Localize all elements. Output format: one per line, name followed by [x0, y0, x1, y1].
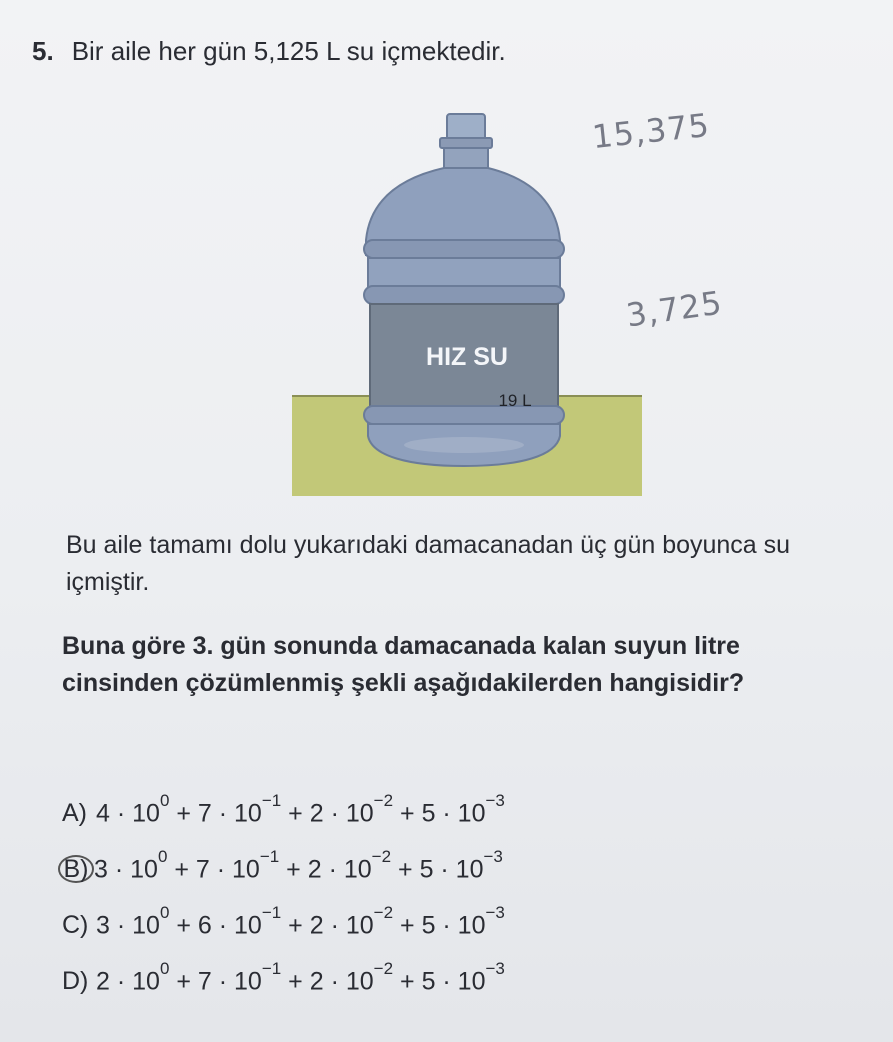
term-exponent: −2 [371, 847, 392, 867]
option-b[interactable] [62, 841, 505, 897]
term-exponent: 0 [159, 959, 170, 979]
term-exponent: 0 [157, 847, 168, 867]
jug-icon [364, 114, 564, 466]
term-coefficient: 7 [197, 799, 212, 828]
term-coefficient: 2 [309, 799, 324, 828]
term-exponent: −1 [261, 791, 282, 811]
term-exponent: −3 [485, 959, 505, 979]
question-number: 5. [32, 36, 54, 66]
option-a[interactable] [62, 785, 505, 841]
term-exponent: −3 [485, 791, 505, 811]
option-label: C) [62, 910, 89, 939]
term-coefficient: 6 [197, 911, 212, 940]
term-coefficient: 7 [197, 967, 212, 996]
term-exponent: −2 [373, 791, 394, 811]
term-coefficient: 3 [96, 911, 110, 940]
term-coefficient: 5 [421, 911, 436, 940]
jug-brand-label: HIZ SU [426, 343, 508, 371]
term-exponent: 0 [159, 903, 170, 923]
term-exponent: −2 [373, 959, 394, 979]
option-expression: $2 \cdot 10^0 + 7 \cdot 10^{-1} + 2 \cdot 10^{-2} + 5 \cdot 10^{-3}$ [96, 959, 505, 996]
question-header [32, 36, 506, 67]
term-coefficient: 3 [94, 855, 108, 884]
term-coefficient: 2 [309, 967, 324, 996]
option-c[interactable] [62, 897, 505, 953]
option-label: B) [58, 855, 94, 883]
handwritten-note-1: 15,375 [590, 105, 712, 157]
handwritten-note-2: 3,725 [623, 283, 725, 335]
term-coefficient: 4 [96, 799, 110, 828]
term-exponent: −3 [483, 847, 503, 867]
jug-volume-label: 19 L [498, 391, 532, 410]
term-coefficient: 5 [419, 855, 434, 884]
term-coefficient: 5 [421, 967, 436, 996]
term-exponent: −1 [261, 959, 282, 979]
term-exponent: 0 [159, 791, 170, 811]
term-exponent: −1 [259, 847, 280, 867]
term-exponent: −3 [485, 903, 505, 923]
question-stem: Bir aile her gün 5,125 L su içmektedir. [71, 36, 506, 66]
term-exponent: −1 [261, 903, 282, 923]
term-coefficient: 7 [195, 855, 210, 884]
option-label: D) [62, 966, 89, 995]
term-coefficient: 2 [96, 967, 110, 996]
water-jug-figure [0, 100, 893, 520]
context-paragraph: Bu aile tamamı dolu yukarıdaki damacanadan üç gün boyunca su içmiştir. [66, 531, 791, 596]
term-exponent: −2 [373, 903, 394, 923]
question-prompt: Buna göre 3. gün sonunda damacanada kalan suyun litre cinsinden çözümlenmiş şekli aşağıdakilerden hangisidir? [62, 632, 745, 697]
answer-options [62, 785, 505, 1009]
option-expression: $4 \cdot 10^0 + 7 \cdot 10^{-1} + 2 \cdot 10^{-2} + 5 \cdot 10^{-3}$ [96, 791, 505, 828]
term-coefficient: 5 [421, 799, 436, 828]
term-coefficient: 2 [309, 911, 324, 940]
term-coefficient: 2 [307, 855, 322, 884]
option-expression: $3 \cdot 10^0 + 6 \cdot 10^{-1} + 2 \cdot 10^{-2} + 5 \cdot 10^{-3}$ [96, 903, 505, 940]
option-expression: $3 \cdot 10^0 + 7 \cdot 10^{-1} + 2 \cdot 10^{-2} + 5 \cdot 10^{-3}$ [94, 847, 503, 884]
option-d[interactable] [62, 953, 505, 1009]
option-label: A) [62, 798, 87, 827]
